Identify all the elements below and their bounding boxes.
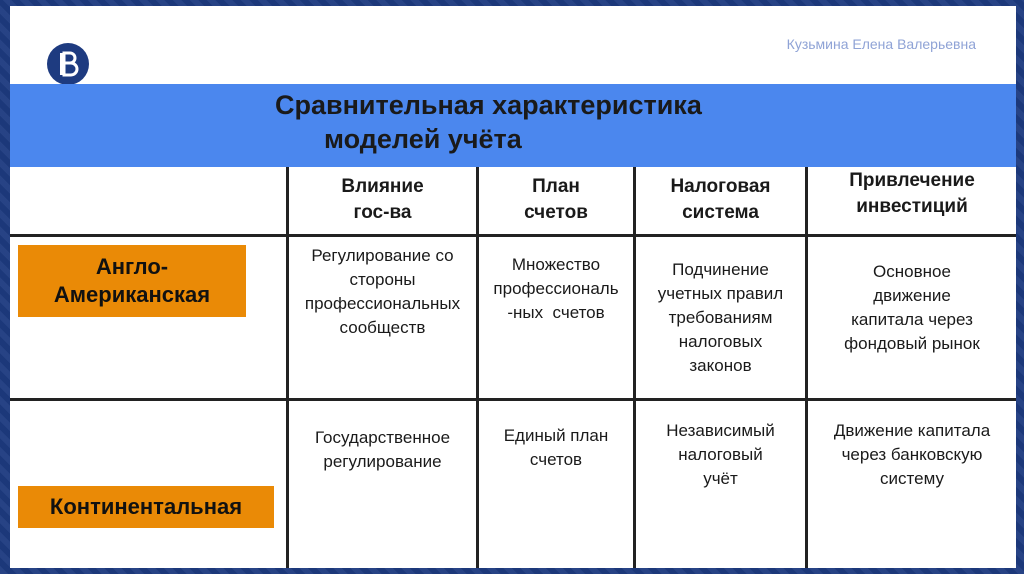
column-header-state-influence: Влияние гос-ва — [341, 176, 424, 223]
row-label-anglo-american: Англо- Американская — [18, 245, 246, 317]
author-name: Кузьмина Елена Валерьевна — [786, 36, 976, 52]
page-title-line1: Сравнительная характеристика — [275, 90, 702, 120]
table-cell: Независимый налоговый учёт — [666, 421, 775, 488]
table-cell: Государственное регулирование — [314, 428, 451, 471]
table-divider — [10, 398, 1016, 401]
table-divider — [10, 234, 1016, 237]
table-cell: Регулирование со стороны профессиональных сообществ — [304, 246, 461, 337]
hse-logo-icon — [46, 42, 90, 86]
column-header-investment: Привлечение инвестиций — [849, 170, 975, 217]
table-cell: Движение капитала через банковскую систему — [833, 421, 991, 488]
column-header-tax-system: Налоговая система — [670, 176, 771, 223]
table-cell: Единый план счетов — [503, 426, 609, 469]
column-header-chart-of-accounts: План счетов — [524, 176, 588, 223]
table-cell: Основное движение капитала через фондовый рынок — [844, 262, 980, 353]
table-cell: Множество профессиональ -ных счетов — [493, 255, 619, 322]
slide — [10, 6, 1016, 568]
table-divider — [805, 167, 808, 568]
table-divider — [286, 167, 289, 568]
table-divider — [476, 167, 479, 568]
page-title-line2: моделей учёта — [324, 124, 522, 154]
row-label-continental: Континентальная — [18, 486, 274, 528]
table-cell: Подчинение учетных правил требованиям налоговых законов — [657, 260, 784, 375]
